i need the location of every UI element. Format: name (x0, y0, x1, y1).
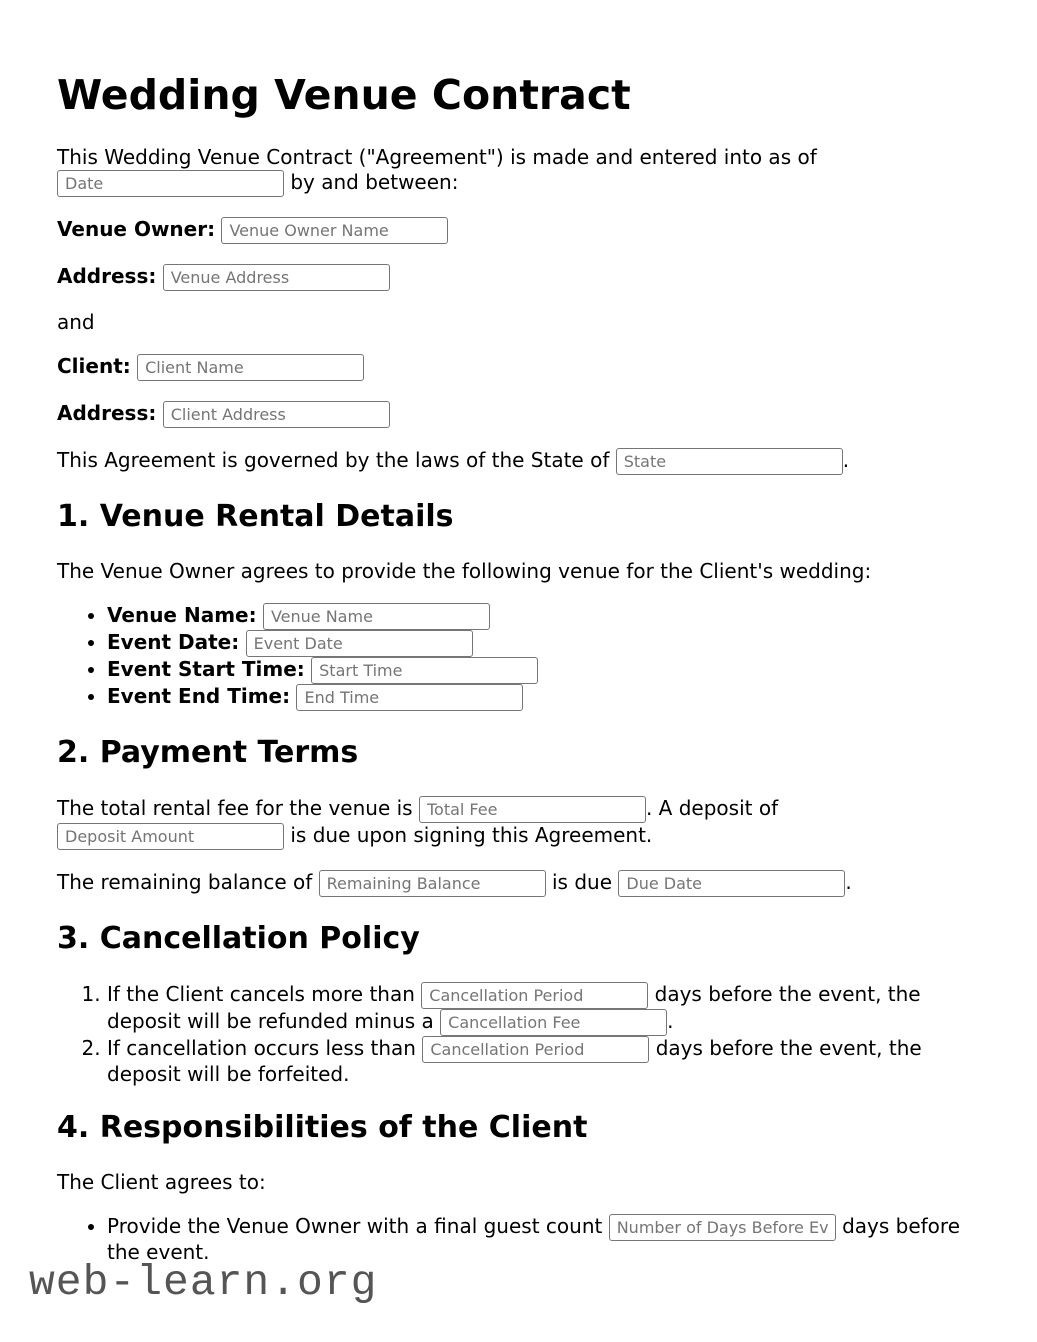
balance-text-middle: is due (552, 869, 613, 894)
section-1-heading: 1. Venue Rental Details (57, 498, 454, 534)
intro-text-after: by and between: (290, 169, 459, 194)
event-start-time-label: Event Start Time: (107, 657, 305, 682)
deposit-amount-input[interactable] (57, 823, 284, 850)
date-input[interactable] (57, 170, 284, 197)
list-item (107, 684, 980, 711)
venue-address-input[interactable] (163, 264, 390, 291)
section-3-heading: 3. Cancellation Policy (57, 920, 420, 956)
watermark: web-learn.org (29, 1258, 378, 1307)
event-start-time-input[interactable] (311, 657, 538, 684)
fee-paragraph (57, 796, 980, 850)
balance-text-after: . (845, 869, 852, 894)
guest-count-text-before: Provide the Venue Owner with a final guest count (107, 1214, 603, 1239)
parties-connector: and (57, 309, 95, 334)
client-address-input[interactable] (163, 401, 390, 428)
venue-address-label: Address: (57, 263, 157, 288)
venue-owner-name-input[interactable] (221, 217, 448, 244)
remaining-balance-input[interactable] (319, 870, 546, 897)
fee-text-before: The total rental fee for the venue is (57, 795, 413, 820)
cancel-2-text-after: days before the event, the deposit will be forfeited. (107, 1035, 922, 1086)
event-date-input[interactable] (246, 630, 473, 657)
venue-owner-row (57, 217, 980, 244)
state-input[interactable] (616, 448, 843, 475)
list-item (107, 630, 980, 657)
balance-text-before: The remaining balance of (57, 869, 313, 894)
cancellation-period-less-input[interactable] (422, 1036, 649, 1063)
governing-law-period: . (842, 447, 850, 472)
cancellation-fee-input[interactable] (440, 1009, 667, 1036)
intro-paragraph (57, 146, 980, 196)
client-address-label: Address: (57, 400, 157, 425)
client-label: Client: (57, 353, 131, 378)
section-1-intro: The Venue Owner agrees to provide the following venue for the Client's wedding: (57, 558, 872, 583)
client-row (57, 354, 980, 381)
event-end-time-input[interactable] (296, 684, 523, 711)
total-fee-input[interactable] (419, 796, 646, 823)
venue-details-list (57, 603, 980, 711)
due-date-input[interactable] (618, 870, 845, 897)
intro-text-before: This Wedding Venue Contract ("Agreement") is made and entered into as of (57, 145, 817, 170)
governing-law-text: This Agreement is governed by the laws of the State of (57, 447, 610, 472)
venue-owner-label: Venue Owner: (57, 216, 216, 241)
section-4-heading: 4. Responsibilities of the Client (57, 1110, 588, 1146)
event-date-label: Event Date: (107, 630, 240, 655)
cancel-1-text-after: . (667, 1008, 674, 1033)
fee-text-after: is due upon signing this Agreement. (290, 822, 653, 847)
event-end-time-label: Event End Time: (107, 684, 291, 709)
cancel-1-text-before: If the Client cancels more than (107, 981, 415, 1006)
list-item (107, 1036, 980, 1086)
venue-name-input[interactable] (263, 603, 490, 630)
client-address-row (57, 401, 980, 428)
section-2-heading: 2. Payment Terms (57, 735, 359, 771)
guest-count-days-input[interactable] (609, 1214, 836, 1241)
governing-law-paragraph (57, 448, 980, 475)
cancellation-period-more-input[interactable] (421, 982, 648, 1009)
cancel-1-text-middle: days before the event, the deposit will be refunded minus a (107, 981, 921, 1033)
list-item (107, 657, 980, 684)
section-4-intro: The Client agrees to: (57, 1169, 266, 1194)
fee-text-middle: . A deposit of (645, 795, 779, 820)
guest-count-text-after: days before the event. (107, 1214, 960, 1265)
list-item (107, 603, 980, 630)
balance-paragraph (57, 870, 980, 897)
cancel-2-text-before: If cancellation occurs less than (107, 1035, 416, 1060)
venue-address-row (57, 264, 980, 291)
venue-name-label: Venue Name: (107, 603, 257, 628)
contract-title: Wedding Venue Contract (57, 71, 631, 119)
cancellation-policy-list (57, 982, 980, 1086)
client-name-input[interactable] (137, 354, 364, 381)
list-item (107, 982, 980, 1036)
